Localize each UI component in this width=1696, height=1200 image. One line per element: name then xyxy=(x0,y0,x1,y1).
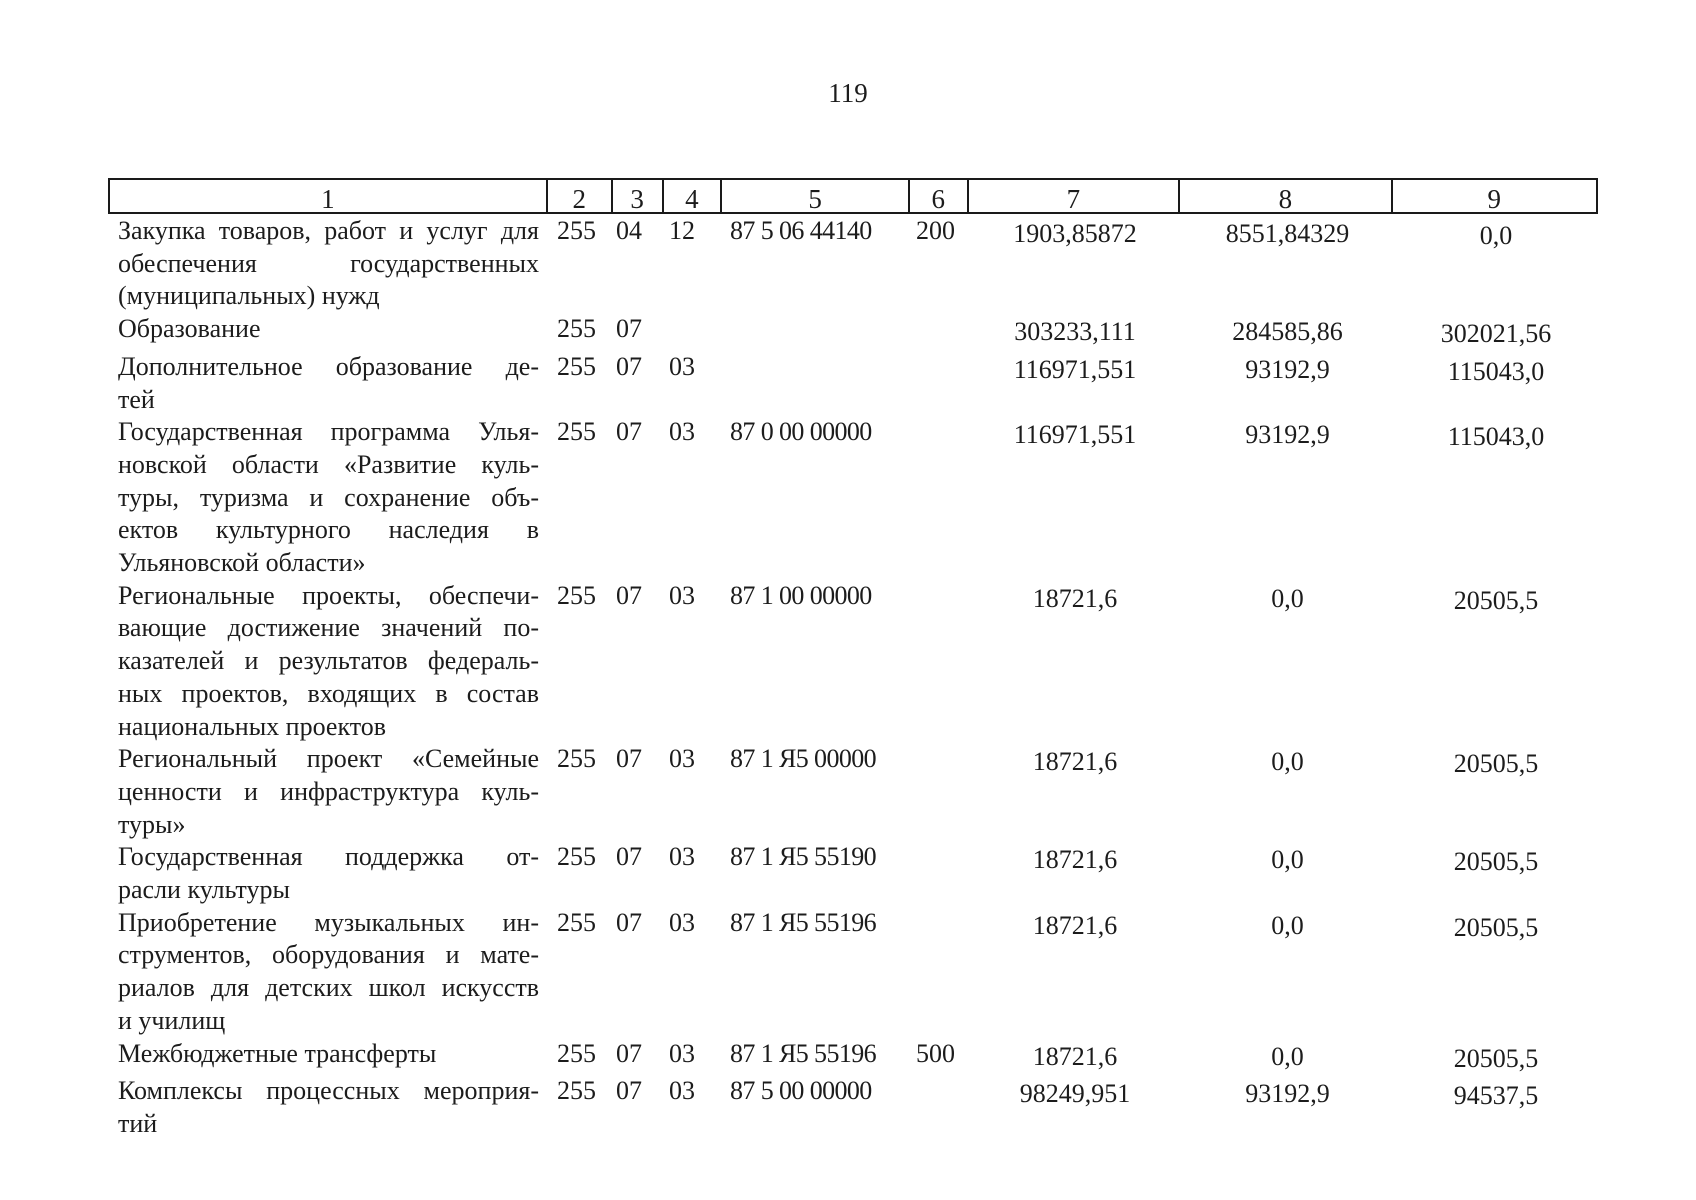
row-subsection: 03 xyxy=(669,351,695,381)
row-amount-col-8: 0,0 xyxy=(1271,747,1304,777)
row-section: 07 xyxy=(616,744,642,774)
row-amount-col-9: 20505,5 xyxy=(1453,912,1539,942)
row-amount-col-7: 18721,6 xyxy=(1032,747,1118,777)
description-line: Межбюджетные трансферты xyxy=(118,1038,437,1068)
row-section: 07 xyxy=(616,1076,642,1106)
table-row xyxy=(108,743,1598,841)
row-code-ved: 255 xyxy=(557,216,596,245)
description-line: Региональный проект «Семейные xyxy=(118,744,539,774)
row-code-ved: 255 xyxy=(557,842,596,872)
row-amount-col-7: 18721,6 xyxy=(1032,910,1118,940)
row-target-article: 87 1 00 00000 xyxy=(730,580,872,610)
row-subsection: 03 xyxy=(669,417,695,447)
row-amount-col-8: 0,0 xyxy=(1271,1041,1304,1071)
description-line: Закупка товаров, работ и услуг для xyxy=(118,216,539,245)
row-section: 07 xyxy=(616,351,642,381)
header-col-9: 9 xyxy=(1487,184,1502,214)
description-line: вающие достижение значений по- xyxy=(118,613,539,643)
row-description xyxy=(108,907,547,1038)
row-code-ved: 255 xyxy=(557,1076,596,1106)
description-line: тий xyxy=(118,1108,158,1138)
table-row xyxy=(108,1075,1598,1140)
row-description xyxy=(108,416,547,580)
table-row xyxy=(108,841,1598,906)
row-subsection: 03 xyxy=(669,1038,695,1068)
table-row xyxy=(108,1038,1598,1076)
table-header-row xyxy=(108,178,1598,214)
description-line: обеспечения государственных xyxy=(118,248,539,278)
row-amount-col-9: 0,0 xyxy=(1479,221,1513,250)
description-line: туры» xyxy=(118,809,186,839)
row-target-article: 87 5 06 44140 xyxy=(730,216,872,245)
row-amount-col-8: 0,0 xyxy=(1271,845,1304,875)
row-amount-col-7: 1903,85872 xyxy=(1013,219,1137,248)
description-line: риалов для детских школ искусств xyxy=(118,973,539,1003)
row-expense-type xyxy=(910,743,969,841)
page-number: 119 xyxy=(828,78,868,108)
row-description xyxy=(108,841,547,906)
table-row xyxy=(108,351,1598,416)
table-row xyxy=(108,580,1598,744)
row-target-article xyxy=(722,351,910,416)
description-line: тей xyxy=(118,384,155,414)
row-expense-type xyxy=(910,313,969,351)
row-code-ved: 255 xyxy=(557,314,596,344)
row-section: 07 xyxy=(616,907,642,937)
row-target-article: 87 1 Я5 55196 xyxy=(730,907,877,937)
row-amount-col-9: 302021,56 xyxy=(1440,319,1552,349)
row-expense-type xyxy=(910,907,969,1038)
row-amount-col-9: 20505,5 xyxy=(1453,585,1539,615)
row-description xyxy=(108,313,547,351)
row-amount-col-7: 116971,551 xyxy=(1013,354,1137,384)
row-amount-col-8: 93192,9 xyxy=(1245,420,1330,450)
description-line: национальных проектов xyxy=(118,711,387,741)
row-expense-type xyxy=(910,351,969,416)
header-col-7: 7 xyxy=(969,180,1180,212)
row-section: 07 xyxy=(616,314,642,344)
row-amount-col-7: 303233,111 xyxy=(1014,317,1136,347)
row-code-ved: 255 xyxy=(557,907,596,937)
row-target-article: 87 1 Я5 55190 xyxy=(730,842,877,872)
row-target-article: 87 0 00 00000 xyxy=(730,417,872,447)
description-line: туры, туризма и сохранение объ- xyxy=(118,482,539,512)
row-amount-col-9: 20505,5 xyxy=(1453,749,1539,779)
row-description xyxy=(108,215,547,313)
description-line: Комплексы процессных мероприя- xyxy=(118,1076,539,1106)
row-expense-type: 500 xyxy=(916,1038,955,1068)
row-section: 07 xyxy=(616,580,642,610)
row-expense-type xyxy=(910,580,969,744)
description-line: ных проектов, входящих в состав xyxy=(118,678,539,708)
row-subsection: 03 xyxy=(669,580,695,610)
row-amount-col-7: 116971,551 xyxy=(1013,420,1137,450)
header-col-4: 4 xyxy=(664,180,723,212)
row-amount-col-9: 115043,0 xyxy=(1447,356,1545,386)
row-expense-type: 200 xyxy=(916,216,955,245)
row-amount-col-9: 94537,5 xyxy=(1453,1081,1539,1111)
row-subsection: 03 xyxy=(669,1076,695,1106)
row-expense-type xyxy=(910,416,969,580)
row-expense-type xyxy=(910,1075,969,1140)
row-subsection: 03 xyxy=(669,842,695,872)
row-subsection: 03 xyxy=(669,744,695,774)
table-row xyxy=(108,215,1598,313)
row-section: 07 xyxy=(616,1038,642,1068)
row-amount-col-9: 20505,5 xyxy=(1453,847,1539,877)
header-col-8: 8 xyxy=(1180,180,1392,212)
table-body xyxy=(108,215,1598,1141)
description-line: ценности и инфраструктура куль- xyxy=(118,776,539,806)
row-subsection: 12 xyxy=(669,216,695,245)
row-code-ved: 255 xyxy=(557,1038,596,1068)
row-amount-col-8: 8551,84329 xyxy=(1225,219,1350,248)
header-col-5: 5 xyxy=(722,180,910,212)
row-code-ved: 255 xyxy=(557,580,596,610)
row-description xyxy=(108,1038,547,1076)
row-amount-col-8: 284585,86 xyxy=(1232,317,1343,347)
row-amount-col-8: 0,0 xyxy=(1271,583,1304,613)
description-line: (муниципальных) нужд xyxy=(118,281,380,311)
row-description xyxy=(108,1075,547,1140)
description-line: Ульяновской области» xyxy=(118,548,366,578)
description-line: струментов, оборудования и мате- xyxy=(118,940,539,970)
row-code-ved: 255 xyxy=(557,744,596,774)
row-amount-col-8: 93192,9 xyxy=(1245,1079,1330,1109)
description-line: казателей и результатов федераль- xyxy=(118,646,539,676)
row-amount-col-7: 18721,6 xyxy=(1032,1041,1118,1071)
row-target-article: 87 1 Я5 55196 xyxy=(730,1038,877,1068)
row-description xyxy=(108,580,547,744)
header-col-2: 2 xyxy=(548,180,613,212)
description-line: Дополнительное образование де- xyxy=(118,351,539,381)
row-code-ved: 255 xyxy=(557,351,596,381)
row-section: 04 xyxy=(616,216,642,245)
description-line: Образование xyxy=(118,314,261,344)
description-line: Государственная программа Улья- xyxy=(118,417,539,447)
description-line: и училищ xyxy=(118,1005,226,1035)
row-subsection: 03 xyxy=(669,907,695,937)
row-section: 07 xyxy=(616,417,642,447)
row-amount-col-9: 115043,0 xyxy=(1447,422,1545,452)
table-row xyxy=(108,907,1598,1038)
description-line: Приобретение музыкальных ин- xyxy=(118,907,539,937)
description-line: расли культуры xyxy=(118,875,290,905)
table-row xyxy=(108,313,1598,351)
row-subsection xyxy=(663,313,722,351)
row-description xyxy=(108,743,547,841)
description-line: Региональные проекты, обеспечи- xyxy=(118,580,539,610)
row-code-ved: 255 xyxy=(557,417,596,447)
row-target-article: 87 5 00 00000 xyxy=(730,1076,872,1106)
description-line: Государственная поддержка от- xyxy=(118,842,539,872)
row-target-article xyxy=(722,313,910,351)
row-description xyxy=(108,351,547,416)
header-col-6: 6 xyxy=(910,180,969,212)
row-amount-col-8: 93192,9 xyxy=(1245,354,1330,384)
row-amount-col-8: 0,0 xyxy=(1271,910,1304,940)
header-col-3: 3 xyxy=(613,180,664,212)
row-target-article: 87 1 Я5 00000 xyxy=(730,744,877,774)
row-amount-col-7: 18721,6 xyxy=(1032,845,1118,875)
header-col-1: 1 xyxy=(110,180,548,212)
row-expense-type xyxy=(910,841,969,906)
row-section: 07 xyxy=(616,842,642,872)
description-line: новской области «Развитие куль- xyxy=(118,449,539,479)
table-row xyxy=(108,416,1598,580)
row-amount-col-7: 98249,951 xyxy=(1019,1079,1131,1109)
description-line: ектов культурного наследия в xyxy=(118,515,539,545)
row-amount-col-7: 18721,6 xyxy=(1032,583,1118,613)
row-amount-col-9: 20505,5 xyxy=(1453,1043,1539,1073)
